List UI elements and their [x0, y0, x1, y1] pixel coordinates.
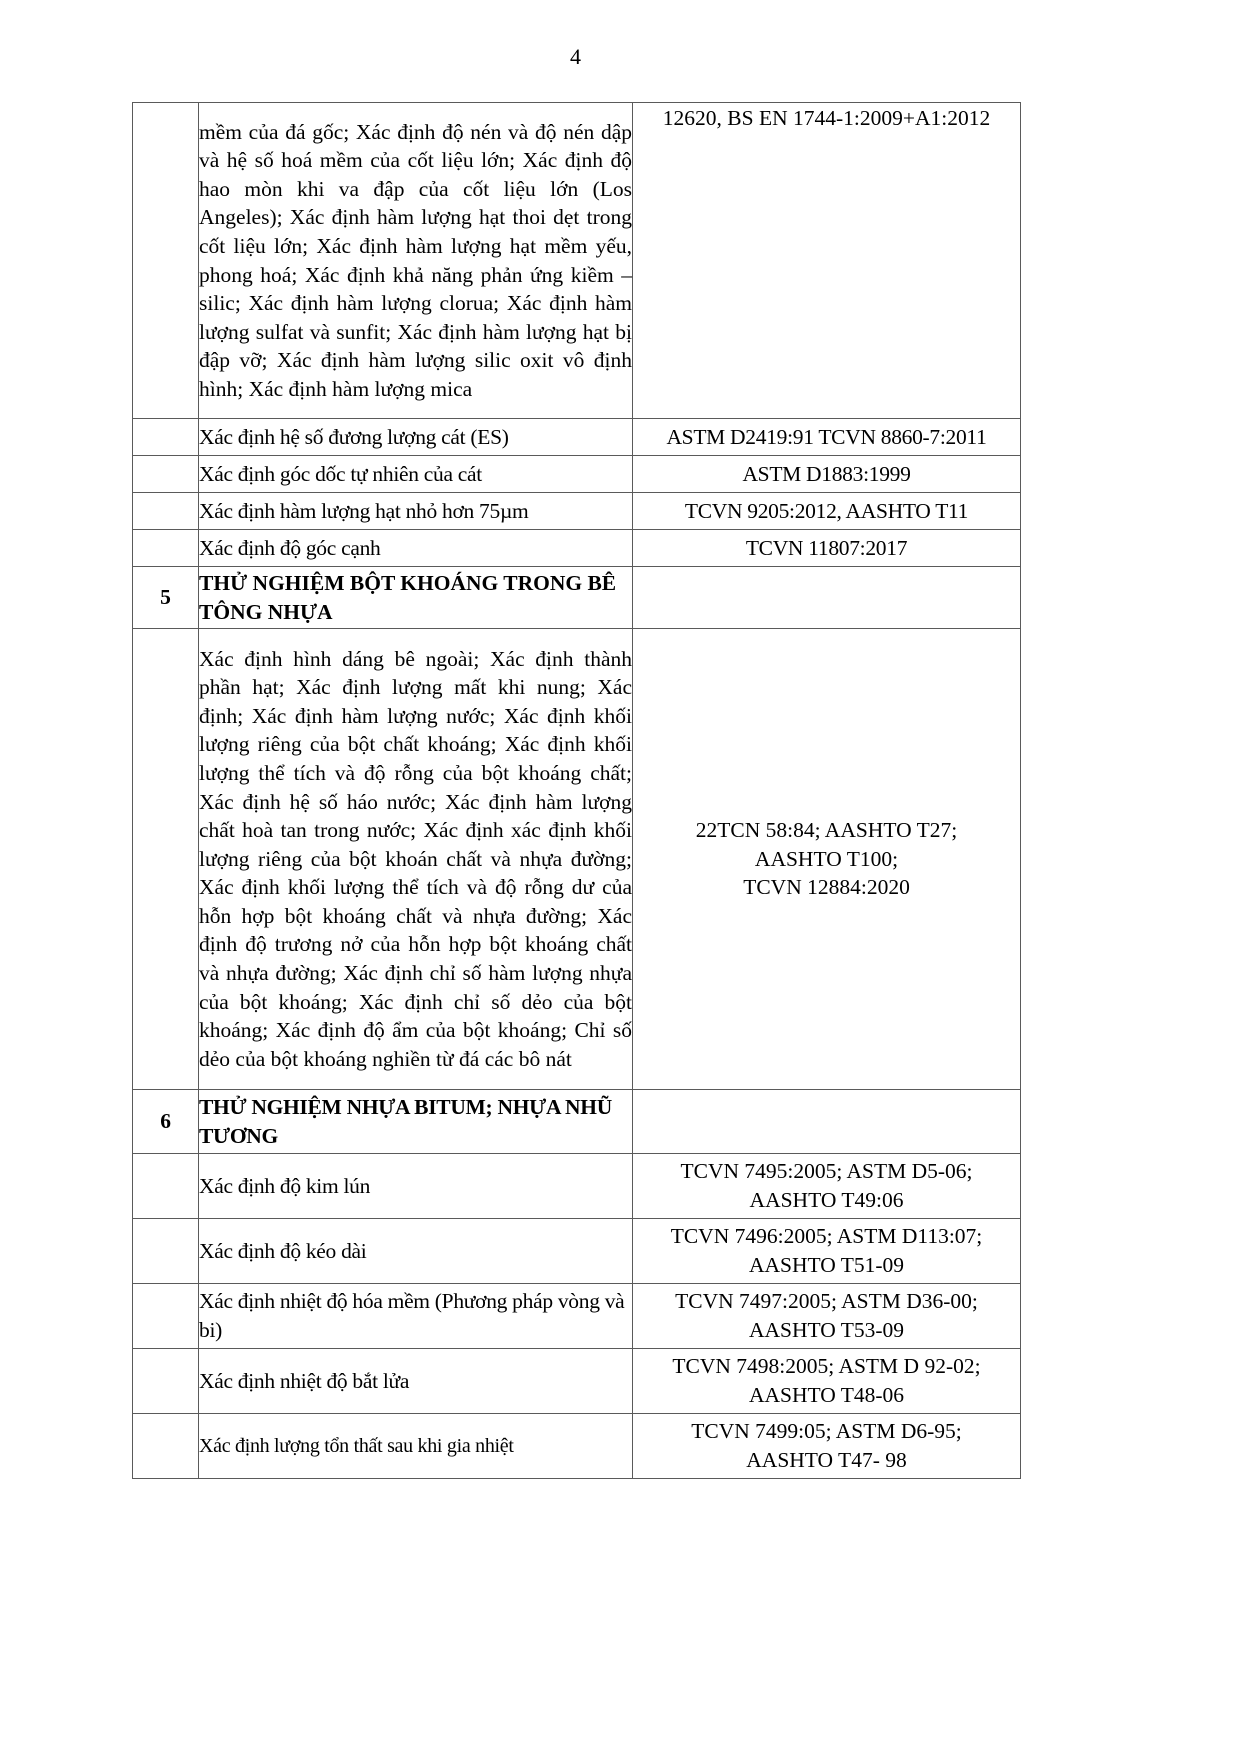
row-number	[133, 530, 199, 567]
test-standard	[633, 1349, 1021, 1414]
standard-line: TCVN 7495:2005; ASTM D5-06;	[680, 1159, 973, 1184]
row-number	[133, 1414, 199, 1479]
section-row	[133, 1090, 1021, 1154]
section-row	[133, 567, 1021, 629]
table-row	[133, 629, 1021, 1090]
page-number: 4	[570, 44, 581, 69]
table-row	[133, 419, 1021, 456]
section-standard	[633, 567, 1021, 629]
test-description: Xác định nhiệt độ hóa mềm (Phương pháp vòng và bi)	[199, 1284, 633, 1349]
row-number	[133, 103, 199, 419]
row-number	[133, 1349, 199, 1414]
section-title: THỬ NGHIỆM BỘT KHOÁNG TRONG BÊ TÔNG NHỰA	[199, 567, 633, 629]
row-number	[133, 493, 199, 530]
test-standard: 12620, BS EN 1744-1:2009+A1:2012	[633, 103, 1021, 419]
table-row	[133, 103, 1021, 419]
row-number	[133, 1284, 199, 1349]
section-number: 5	[133, 567, 199, 629]
test-standard	[633, 1219, 1021, 1284]
test-standard: TCVN 11807:2017	[633, 530, 1021, 567]
row-number	[133, 629, 199, 1090]
section-number: 6	[133, 1090, 199, 1154]
row-number	[133, 1154, 199, 1219]
test-description: Xác định độ kéo dài	[199, 1219, 633, 1284]
standard-line: AASHTO T49:06	[749, 1188, 904, 1212]
table-row	[133, 530, 1021, 567]
test-standard	[633, 1154, 1021, 1219]
table-row	[133, 456, 1021, 493]
row-number	[133, 456, 199, 493]
test-standards-table	[132, 102, 1021, 1479]
section-title: THỬ NGHIỆM NHỰA BITUM; NHỰA NHŨ TƯƠNG	[199, 1090, 633, 1154]
test-standard: ASTM D2419:91 TCVN 8860-7:2011	[633, 419, 1021, 456]
table-row	[133, 493, 1021, 530]
standard-line: AASHTO T48-06	[748, 1383, 905, 1407]
standard-line: TCVN 7496:2005; ASTM D113:07;	[670, 1224, 983, 1249]
standard-line: TCVN 12884:2020	[743, 875, 910, 900]
test-description: Xác định hình dáng bê ngoài; Xác định thành phần hạt; Xác định lượng mất khi nung; Xác định; Xác định hàm lượng nước; Xác định khối lượng riêng của bột chất khoáng; Xác định khối lượng thể tích và độ rỗng của bột khoáng chất; Xác định hệ số háo nước; Xác định hàm lượng chất hoà tan trong nước; Xác định xác định khối lượng riêng của bột khoán chất và nhựa đường; Xác định khối lượng thể tích và độ rỗng dư của hỗn hợp bột khoáng chất và nhựa đường; Xác định độ trương nở của hỗn hợp bột khoáng chất và nhựa đường; Xác định chỉ số hàm lượng nhựa của bột khoáng; Xác định chỉ số dẻo của bột khoáng; Xác định độ ẩm của bột khoáng; Chỉ số dẻo của bột khoáng nghiền từ đá các bô nát	[199, 629, 633, 1090]
test-standard	[633, 1414, 1021, 1479]
standard-line: AASHTO T100;	[754, 846, 899, 871]
section-standard	[633, 1090, 1021, 1154]
test-description: Xác định độ kim lún	[199, 1154, 633, 1219]
table-row	[133, 1284, 1021, 1349]
test-description: Xác định nhiệt độ bắt lửa	[199, 1349, 633, 1414]
standard-line: TCVN 7499:05; ASTM D6-95;	[691, 1419, 962, 1444]
standard-line: 22TCN 58:84; AASHTO T27;	[695, 818, 958, 843]
table-row	[133, 1154, 1021, 1219]
test-description: Xác định hệ số đương lượng cát (ES)	[199, 419, 633, 456]
test-description: Xác định hàm lượng hạt nhỏ hơn 75µm	[199, 493, 633, 530]
test-description: mềm của đá gốc; Xác định độ nén và độ nén dập và hệ số hoá mềm của cốt liệu lớn; Xác định độ hao mòn khi va đập của cốt liệu lớn (Los Angeles); Xác định hàm lượng hạt thoi dẹt trong cốt liệu lớn; Xác định hàm lượng hạt mềm yếu, phong hoá; Xác định khả năng phản ứng kiềm – silic; Xác định hàm lượng clorua; Xác định hàm lượng sulfat và sunfit; Xác định hàm lượng hạt bị đập vỡ; Xác định hàm lượng silic oxit vô định hình; Xác định hàm lượng mica	[199, 103, 633, 419]
standard-line: AASHTO T51-09	[748, 1253, 905, 1277]
test-standard: ASTM D1883:1999	[633, 456, 1021, 493]
table-row	[133, 1219, 1021, 1284]
test-standard	[633, 1284, 1021, 1349]
row-number	[133, 1219, 199, 1284]
test-description: Xác định độ góc cạnh	[199, 530, 633, 567]
row-number	[133, 419, 199, 456]
test-standard: TCVN 9205:2012, AASHTO T11	[633, 493, 1021, 530]
standard-line: AASHTO T47- 98	[746, 1448, 907, 1472]
test-description: Xác định lượng tổn thất sau khi gia nhiệt	[199, 1414, 633, 1479]
table-row	[133, 1414, 1021, 1479]
standard-line: AASHTO T53-09	[748, 1318, 905, 1342]
standard-line: TCVN 7498:2005; ASTM D 92-02;	[672, 1354, 981, 1379]
test-standard	[633, 629, 1021, 1090]
table-row	[133, 1349, 1021, 1414]
test-description: Xác định góc dốc tự nhiên của cát	[199, 456, 633, 493]
standard-line: TCVN 7497:2005; ASTM D36-00;	[675, 1289, 978, 1314]
